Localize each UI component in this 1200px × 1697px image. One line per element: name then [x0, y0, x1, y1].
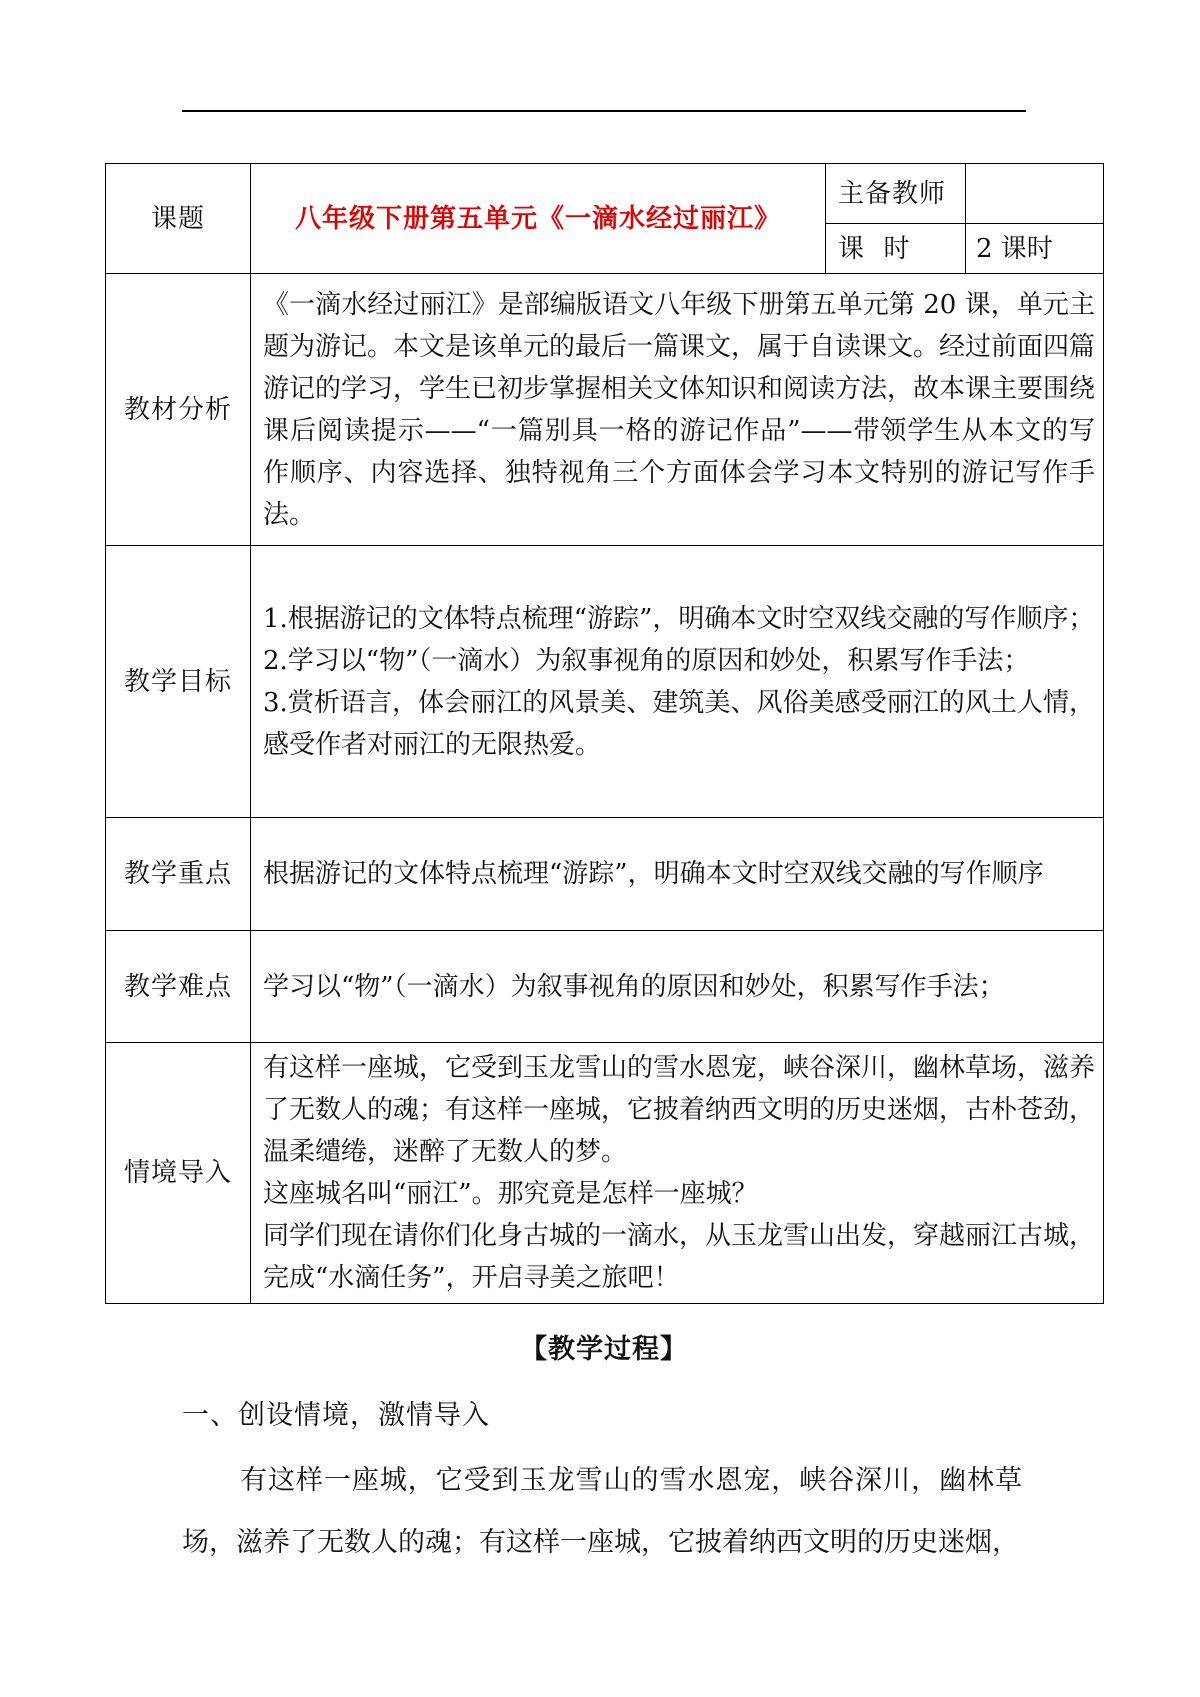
scenario-intro-para-1: 有这样一座城，它受到玉龙雪山的雪水恩宠，峡谷深川，幽林草场，滋养了无数人的魂；有这样一座城，它披着纳西文明的历史迷烟，古朴苍劲，温柔缱绻，迷醉了无数人的梦。 [263, 1053, 1096, 1167]
lesson-plan-table [105, 163, 1104, 1304]
key-point-content [251, 818, 1104, 931]
material-analysis-label: 教材分析 [106, 274, 251, 546]
difficulty-content [251, 931, 1104, 1043]
difficulty-label: 教学难点 [106, 931, 251, 1043]
key-point-row [106, 818, 1104, 931]
scenario-intro-row [106, 1043, 1104, 1304]
key-point-label: 教学重点 [106, 818, 251, 931]
difficulty-text: 学习以“物”（一滴水）为叙事视角的原因和妙处，积累写作手法； [263, 971, 1005, 1002]
lesson-title: 八年级下册第五单元《一滴水经过丽江》 [251, 164, 826, 274]
period-label: 课 时 [826, 224, 966, 274]
teaching-goals-label: 教学目标 [106, 546, 251, 818]
material-analysis-row [106, 274, 1104, 546]
teaching-goal-1: 1.根据游记的文体特点梳理“游踪”，明确本文时空双线交融的写作顺序； [263, 603, 1095, 634]
teaching-goal-2: 2.学习以“物”（一滴水）为叙事视角的原因和妙处，积累写作手法； [263, 645, 1030, 676]
teacher-value [966, 164, 1104, 224]
key-point-text: 根据游记的文体特点梳理“游踪”，明确本文时空双线交融的写作顺序 [263, 859, 1044, 889]
section-1-paragraph: 有这样一座城，它受到玉龙雪山的雪水恩宠，峡谷深川，幽林草场，滋养了无数人的魂；有这样一座城，它披着纳西文明的历史迷烟， [182, 1465, 1022, 1558]
topic-label: 课题 [106, 164, 251, 274]
scenario-intro-content [251, 1043, 1104, 1304]
scenario-intro-para-2: 这座城名叫“丽江”。那究竟是怎样一座城？ [263, 1179, 758, 1209]
teaching-goals-content [251, 546, 1104, 818]
header-rule [182, 110, 1026, 112]
section-1-title: 一、创设情境，激情导入 [182, 1400, 490, 1431]
difficulty-row [106, 931, 1104, 1043]
scenario-intro-label: 情境导入 [106, 1043, 251, 1304]
scenario-intro-para-3: 同学们现在请你们化身古城的一滴水，从玉龙雪山出发，穿越丽江古城，完成“水滴任务”，开启寻美之旅吧！ [263, 1221, 1096, 1293]
topic-row [106, 164, 1104, 224]
material-analysis-text: 《一滴水经过丽江》是部编版语文八年级下册第五单元第 20 课，单元主题为游记。本文是该单元的最后一篇课文，属于自读课文。经过前面四篇游记的学习，学生已初步掌握相关文体知识和阅读方法，故本课主要围绕课后阅读提示——“一篇别具一格的游记作品”——带领学生从本文的写作顺序、内容选择、独特视角三个方面体会学习本文特别的游记写作手法。 [263, 289, 1096, 530]
period-value: 2 课时 [966, 224, 1104, 274]
teaching-goal-3: 3.赏析语言，体会丽江的风景美、建筑美、风俗美感受丽江的风土人情，感受作者对丽江的无限热爱。 [263, 687, 1095, 760]
material-analysis-content [251, 274, 1104, 546]
teacher-label: 主备教师 [826, 164, 966, 224]
teaching-process-heading: 【教学过程】 [520, 1334, 688, 1365]
teaching-goals-row [106, 546, 1104, 818]
